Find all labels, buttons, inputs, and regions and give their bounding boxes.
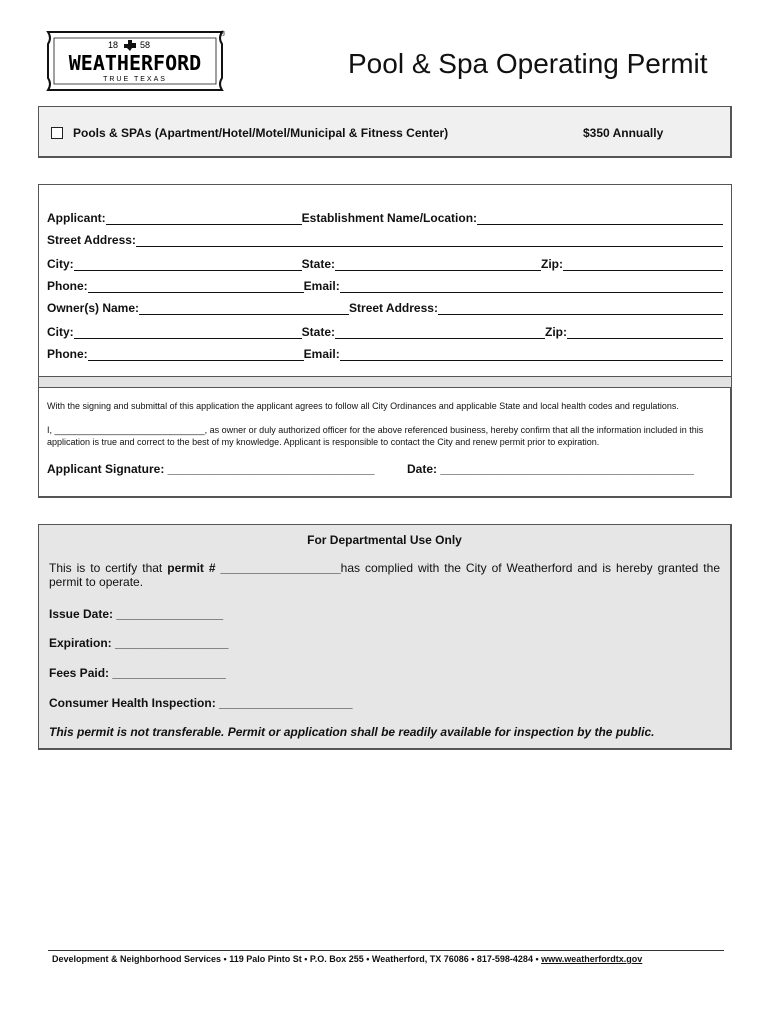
weatherford-logo (40, 26, 230, 96)
footer-website-link[interactable]: www.weatherfordtx.gov (541, 954, 643, 964)
form-row-phone2 (47, 345, 723, 361)
phone-label: Phone: (47, 279, 88, 293)
departmental-heading: For Departmental Use Only (307, 533, 462, 547)
signature-row (47, 462, 694, 476)
owner-zip-label: Zip: (545, 325, 568, 339)
owner-phone-label: Phone: (47, 347, 88, 361)
email-field[interactable] (340, 280, 723, 293)
owners-name-label: Owner(s) Name: (47, 301, 140, 315)
departmental-use-box (38, 524, 732, 750)
logo-year-right: 58 (140, 40, 151, 50)
permit-type-box (38, 106, 732, 158)
permit-type-checkbox[interactable] (51, 127, 63, 139)
owner-zip-field[interactable] (567, 326, 723, 339)
state-label: State: (301, 257, 336, 271)
establishment-label: Establishment Name/Location: (301, 211, 478, 225)
certification-text (49, 561, 720, 589)
form-divider-strip (39, 376, 731, 387)
owner-email-label: Email: (303, 347, 340, 361)
page-title: Pool & Spa Operating Permit (348, 48, 708, 79)
footer (52, 954, 642, 964)
form-row-applicant (47, 209, 723, 225)
owner-city-label: City: (47, 325, 74, 339)
logo-tagline: TRUE TEXAS (103, 76, 167, 83)
agreement-line-1: With the signing and submittal of this application the applicant agrees to follow all City Ordinances and applicable State and local health codes and regulations. (47, 401, 679, 411)
form-row-city2 (47, 323, 723, 339)
form-row-city (47, 255, 723, 271)
permit-type-label: Pools & SPAs (Apartment/Hotel/Motel/Municipal & Fitness Center) (73, 126, 449, 140)
logo-badge-icon (40, 26, 230, 96)
expiration-field[interactable]: Expiration: _________________ (49, 636, 229, 650)
establishment-field[interactable] (477, 212, 723, 225)
footer-contact-text: Development & Neighborhood Services • 119 Palo Pinto St • P.O. Box 255 • Weatherford, TX 76086 • 817-598-4284 • (52, 954, 542, 964)
owner-street-label: Street Address: (349, 301, 438, 315)
form-row-street (47, 231, 723, 247)
owner-state-field[interactable] (335, 326, 545, 339)
signature-date-field[interactable]: Date: ______________________________________ (407, 462, 694, 476)
cert-text-post: has complied with the City of Weatherford and is hereby granted the permit to operate. (49, 561, 720, 589)
owners-name-field[interactable] (139, 302, 349, 315)
logo-name: WEATHERFORD (68, 51, 202, 75)
street-address-field[interactable] (136, 234, 723, 247)
owner-street-field[interactable] (438, 302, 723, 315)
permit-number-field[interactable]: permit # __________________ (167, 561, 341, 575)
city-field[interactable] (74, 258, 302, 271)
applicant-form-box (38, 184, 732, 388)
cert-text-pre: This is to certify that (49, 561, 168, 575)
logo-year-left: 18 (107, 40, 118, 50)
zip-label: Zip: (541, 257, 564, 271)
owner-state-label: State: (301, 325, 336, 339)
email-label: Email: (303, 279, 340, 293)
applicant-field[interactable] (106, 212, 302, 225)
footer-rule (48, 950, 724, 951)
registered-mark: ® (220, 31, 226, 38)
health-inspection-field[interactable]: Consumer Health Inspection: ____________________ (49, 696, 353, 710)
owner-city-field[interactable] (74, 326, 302, 339)
agreement-line-2: I, ______________________________, as owner or duly authorized officer for the above referenced business, hereby confirm that all the information included in this application is true and correct to the best of my knowledge. Applicant is responsible to contact the City and renew permit prior to expiration. (47, 425, 704, 447)
zip-field[interactable] (563, 258, 723, 271)
applicant-signature-field[interactable]: Applicant Signature: _______________________________ (47, 462, 375, 476)
permit-type-row (51, 126, 718, 140)
form-row-owner (47, 299, 723, 315)
fees-paid-field[interactable]: Fees Paid: _________________ (49, 666, 226, 680)
city-label: City: (47, 257, 74, 271)
owner-email-field[interactable] (340, 348, 723, 361)
agreement-box (38, 388, 732, 498)
transfer-note: This permit is not transferable. Permit or application shall be readily available for inspection by the public. (49, 725, 655, 739)
owner-phone-field[interactable] (88, 348, 304, 361)
state-field[interactable] (335, 258, 541, 271)
phone-field[interactable] (88, 280, 304, 293)
form-row-phone (47, 277, 723, 293)
applicant-label: Applicant: (47, 211, 106, 225)
issue-date-field[interactable]: Issue Date: ________________ (49, 607, 224, 621)
permit-fee: $350 Annually (583, 126, 664, 140)
street-address-label: Street Address: (47, 233, 136, 247)
texas-star-icon (124, 40, 136, 51)
